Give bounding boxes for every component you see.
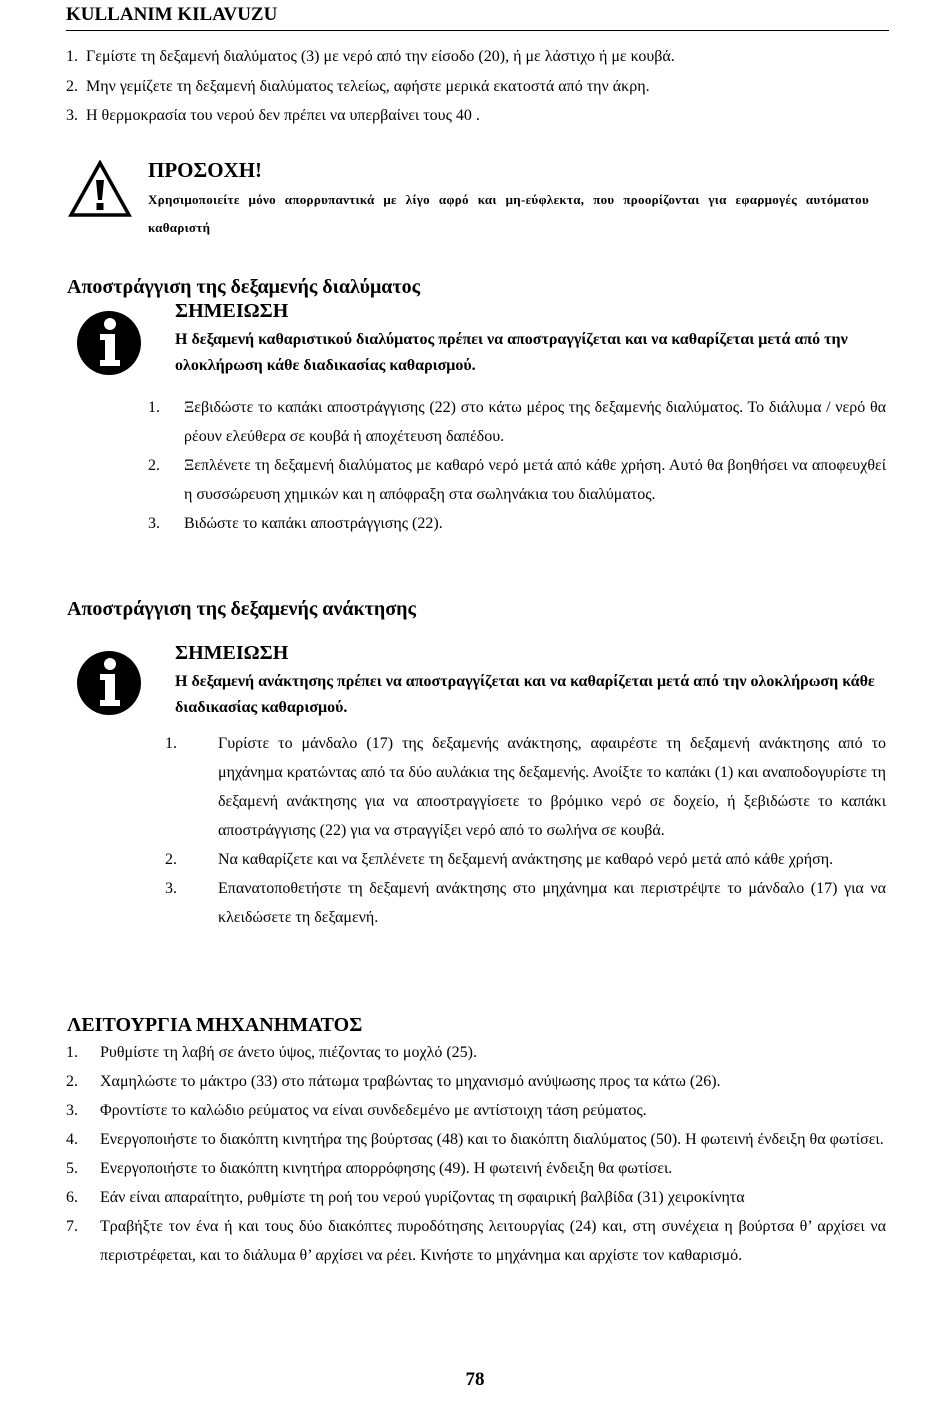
- list-item: 3. Επανατοποθετήστε τη δεξαμενή ανάκτησης στο μηχάνημα και περιστρέψτε το μάνδαλο (17) για να κλειδώσετε τη δεξαμενή.: [165, 880, 886, 926]
- info-icon: [76, 310, 142, 376]
- page-header: [66, 4, 889, 31]
- list-item: 7. Τραβήξτε τον ένα ή και τους δύο διακόπτες πυροδότησης λειτουργίας (24) και, στη συνέχεια η βούρτσα θ’ αρχίσει να περιστρέφεται, και το διάλυμα θ’ αρχίσει να ρέει. Κινήστε το μηχάνημα και αρχίστε τον καθαρισμό.: [66, 1218, 886, 1264]
- warning-triangle-icon: [68, 160, 132, 218]
- section-heading-machine-operation: ΛΕΙΤΟΥΡΓΙΑ ΜΗΧΑΝΗΜΑΤΟΣ: [67, 1014, 363, 1036]
- list-item: 1. Ρυθμίστε τη λαβή σε άνετο ύψος, πιέζοντας το μοχλό (25).: [66, 1044, 478, 1061]
- list-item: 1. Γυρίστε το μάνδαλο (17) της δεξαμενής ανάκτησης, αφαιρέστε τη δεξαμενή ανάκτησης από το μηχάνημα κρατώντας από τα δύο αυλάκια της δεξαμενής. Ανοίξτε το καπάκι (1) και αναποδογυρίστε τη δεξαμενή ανάκτησης για να αποστραγγίσετε το βρόμικο νερό σε δοχείο, ή ξεβιδώστε το καπάκι αποστράγγισης (22) για να στραγγίξει νερό από το σωλήνα σε κουβά.: [165, 735, 886, 839]
- list-item: 6. Εάν είναι απαραίτητο, ρυθμίστε τη ροή του νερού γυρίζοντας τη σφαιρική βαλβίδα (31) χειροκίνητα: [66, 1189, 745, 1206]
- list-item: 1. Ξεβιδώστε το καπάκι αποστράγγισης (22) στο κάτω μέρος της δεξαμενής διαλύματος. Το διάλυμα / νερό θα ρέουν ελεύθερα σε κουβά ή αποχέτευση δαπέδου.: [148, 399, 886, 445]
- list-item: 5. Ενεργοποιήστε το διακόπτη κινητήρα απορρόφησης (49). Η φωτεινή ένδειξη θα φωτίσει.: [66, 1160, 673, 1177]
- list-item: 3. Φροντίστε το καλώδιο ρεύματος να είναι συνδεδεμένο με αντίστοιχη τάση ρεύματος.: [66, 1102, 647, 1119]
- caution-text: Χρησιμοποιείτε μόνο απορρυπαντικά με λίγο αφρό και μη-εύφλεκτα, που προορίζονται για εφαρμογές αυτόματου καθαριστή: [148, 192, 869, 235]
- list-item: 2. Μην γεμίζετε τη δεξαμενή διαλύματος τελείως, αφήστε μερικά εκατοστά από την άκρη.: [66, 77, 650, 95]
- solution-drain-steps: [148, 393, 886, 538]
- list-item: 4. Ενεργοποιήστε το διακόπτη κινητήρα της βούρτσας (48) και το διακόπτη διαλύματος (50). Η φωτεινή ένδειξη θα φωτίσει.: [66, 1131, 884, 1148]
- list-item: 1. Γεμίστε τη δεξαμενή διαλύματος (3) με νερό από την είσοδο (20), ή με λάστιχο ή με κουβά.: [66, 48, 675, 65]
- note-text: Η δεξαμενή ανάκτησης πρέπει να αποστραγγίζεται και να καθαρίζεται μετά από την ολοκλήρωση κάθε διαδικασίας καθαρισμού.: [175, 673, 875, 716]
- info-icon: [76, 650, 142, 716]
- note-text: Η δεξαμενή καθαριστικού διαλύματος πρέπει να αποστραγγίζεται και να καθαρίζεται μετά από την ολοκλήρωση κάθε διαδικασίας καθαρισμού.: [175, 331, 848, 374]
- note-title: ΣΗΜΕΙΩΣΗ: [175, 642, 289, 664]
- note-title: ΣΗΜΕΙΩΣΗ: [175, 300, 289, 322]
- page-number: 78: [465, 1369, 485, 1390]
- recovery-drain-steps: [165, 729, 886, 932]
- section-heading-solution-drain: Αποστράγγιση της δεξαμενής διαλύματος: [67, 276, 421, 298]
- list-item: 2. Ξεπλένετε τη δεξαμενή διαλύματος με καθαρό νερό μετά από κάθε χρήση. Αυτό θα βοηθήσει να αποφευχθεί η συσσώρευση χημικών και η απόφραξη στα σωληνάκια του διαλύματος.: [148, 457, 886, 503]
- list-item: 3. Η θερμοκρασία του νερού δεν πρέπει να υπερβαίνει τους 40 .: [66, 107, 480, 124]
- fill-steps-list: [66, 42, 889, 131]
- caution-title: ΠΡΟΣΟΧΗ!: [148, 158, 263, 182]
- list-item: 3. Βιδώστε το καπάκι αποστράγγισης (22).: [148, 515, 443, 532]
- list-item: 2. Να καθαρίζετε και να ξεπλένετε τη δεξαμενή ανάκτησης με καθαρό νερό μετά από κάθε χρήση.: [165, 851, 834, 868]
- header-title: KULLANIM KILAVUZU: [66, 4, 278, 25]
- operation-steps: [66, 1038, 886, 1270]
- section-heading-recovery-drain: Αποστράγγιση της δεξαμενής ανάκτησης: [67, 598, 416, 620]
- list-item: 2. Χαμηλώστε το μάκτρο (33) στο πάτωμα τραβώντας το μηχανισμό ανύψωσης προς τα κάτω (26).: [66, 1073, 721, 1090]
